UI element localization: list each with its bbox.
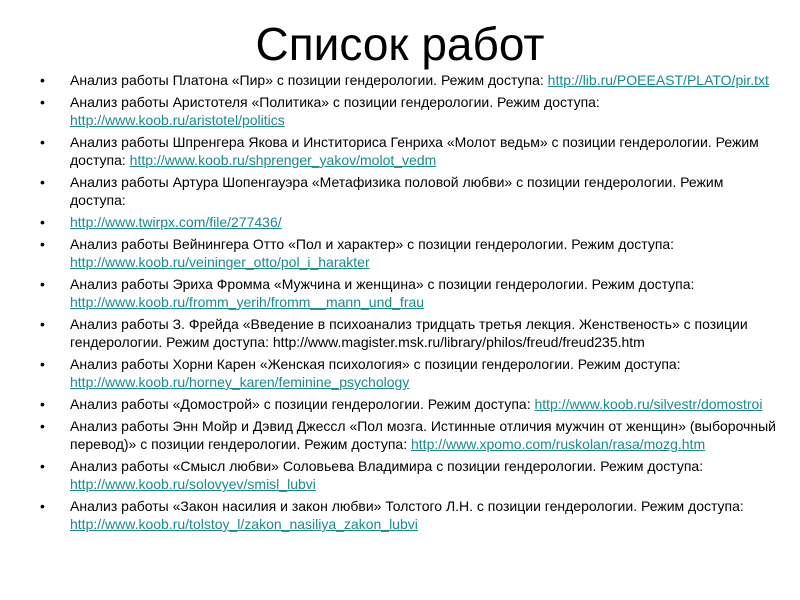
list-item-link[interactable]: http://www.koob.ru/solovyev/smisl_lubvi: [70, 476, 316, 492]
list-item-link[interactable]: http://www.koob.ru/veininger_otto/pol_i_harakter: [70, 254, 370, 270]
list-item: [40, 213, 780, 231]
bullet-icon: •: [40, 174, 45, 190]
list-item-text: Анализ работы «Смысл любви» Соловьева Владимира с позиции гендерологии. Режим доступа:: [70, 458, 704, 474]
list-item: [40, 315, 780, 351]
bullet-icon: •: [40, 458, 45, 474]
list-item-text: Анализ работы Хорни Карен «Женская психология» с позиции гендерологии. Режим доступа:: [70, 356, 681, 372]
bullet-icon: •: [40, 72, 45, 88]
bullet-icon: •: [40, 276, 45, 292]
bullet-icon: •: [40, 236, 45, 252]
works-list: [40, 71, 780, 537]
list-item-link[interactable]: http://www.koob.ru/horney_karen/feminine_psychology: [70, 374, 410, 390]
bullet-icon: •: [40, 498, 45, 514]
list-item-text: Анализ работы Аристотеля «Политика» с позиции гендерологии. Режим доступа:: [70, 94, 600, 110]
list-item-text: Анализ работы Шпренгера Якова и Инститориса Генриха «Молот ведьм» с позиции гендерологии. Режим доступа:: [70, 134, 759, 168]
bullet-icon: •: [40, 214, 45, 230]
list-item-text: Анализ работы «Домострой» с позиции гендерологии. Режим доступа:: [70, 396, 531, 412]
list-item-link[interactable]: http://www.koob.ru/shprenger_yakov/molot_vedm: [129, 152, 437, 168]
list-item: [40, 395, 780, 413]
list-item-text: Анализ работы Вейнингера Отто «Пол и характер» с позиции гендерологии. Режим доступа:: [70, 236, 675, 252]
list-item-text: Анализ работы Артура Шопенгауэра «Метафизика половой любви» с позиции гендерологии. Режим доступа:: [70, 174, 724, 208]
bullet-icon: •: [40, 396, 45, 412]
list-item-link[interactable]: http://lib.ru/POEEAST/PLATO/pir.txt: [547, 72, 769, 88]
list-item: [40, 355, 780, 391]
bullet-icon: •: [40, 134, 45, 150]
bullet-icon: •: [40, 418, 45, 434]
list-item-link[interactable]: http://www.koob.ru/tolstoy_l/zakon_nasiliya_zakon_lubvi: [70, 516, 418, 532]
list-item-text: Анализ работы Энн Мойр и Дэвид Джессл «Пол мозга. Истинные отличия мужчин от женщин» (выборочный перевод)» с позиции гендерологии. Режим доступа:: [70, 418, 776, 452]
bullet-icon: •: [40, 316, 45, 332]
list-item: [40, 173, 780, 209]
list-item: [40, 71, 780, 89]
list-item-link[interactable]: http://www.koob.ru/fromm_yerih/fromm__mann_und_frau: [70, 294, 425, 310]
bullet-icon: •: [40, 94, 45, 110]
list-item: [40, 457, 780, 493]
list-item-link[interactable]: http://www.koob.ru/silvestr/domostroi: [534, 396, 763, 412]
list-item-text: Анализ работы «Закон насилия и закон любви» Толстого Л.Н. с позиции гендерологии. Режим доступа:: [70, 498, 744, 514]
list-item: [40, 93, 780, 129]
list-item-link[interactable]: http://www.koob.ru/aristotel/politics: [70, 112, 285, 128]
list-item-link[interactable]: http://www.xpomo.com/ruskolan/rasa/mozg.htm: [411, 436, 706, 452]
list-item-text: Анализ работы Платона «Пир» с позиции гендерологии. Режим доступа:: [70, 72, 544, 88]
list-item: [40, 133, 780, 169]
list-item-link[interactable]: http://www.twirpx.com/file/277436/: [70, 214, 282, 230]
list-item: [40, 497, 780, 533]
list-item-text: Анализ работы З. Фрейда «Введение в психоанализ тридцать третья лекция. Женственость» с позиции гендерологии. Режим доступа: http://www.magister.msk.ru/library/philos/freud/freud235.htm: [70, 316, 748, 350]
bullet-icon: •: [40, 356, 45, 372]
page-title: Список работ: [255, 18, 545, 70]
list-item: [40, 417, 780, 453]
list-item: [40, 275, 780, 311]
list-item: [40, 235, 780, 271]
list-item-text: Анализ работы Эриха Фромма «Мужчина и женщина» с позиции гендерологии. Режим доступа:: [70, 276, 695, 292]
